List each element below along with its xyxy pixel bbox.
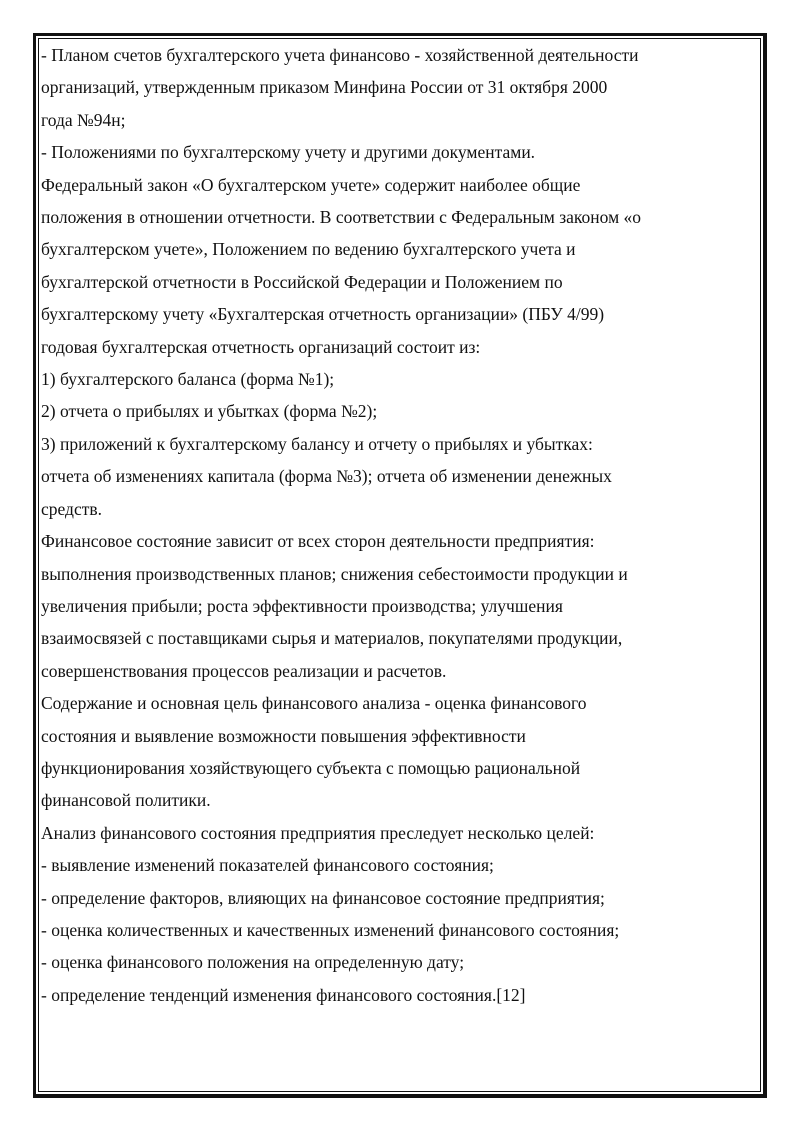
text-line: Анализ финансового состояния предприятия преследует несколько целей:: [41, 822, 595, 843]
text-line: увеличения прибыли; роста эффективности производства; улучшения: [41, 595, 563, 616]
text-line: состояния и выявление возможности повышения эффективности: [41, 725, 526, 746]
text-line: года №94н;: [41, 109, 126, 130]
text-line: бухгалтерском учете», Положением по ведению бухгалтерского учета и: [41, 239, 576, 260]
text-line: совершенствования процессов реализации и расчетов.: [41, 660, 447, 681]
text-line: 2) отчета о прибылях и убытках (форма №2);: [41, 401, 378, 422]
text-line: средств.: [41, 498, 103, 519]
text-line: - Планом счетов бухгалтерского учета финансово - хозяйственной деятельности: [41, 45, 639, 65]
text-line: отчета об изменениях капитала (форма №3); отчета об изменении денежных: [41, 466, 612, 487]
text-line: - оценка финансового положения на определенную дату;: [41, 952, 465, 973]
text-line: - определение факторов, влияющих на финансовое состояние предприятия;: [41, 887, 605, 908]
text-line: бухгалтерскому учету «Бухгалтерская отчетность организации» (ПБУ 4/99): [41, 304, 605, 325]
text-line: - оценка количественных и качественных изменений финансового состояния;: [41, 919, 620, 940]
text-line: бухгалтерской отчетности в Российской Федерации и Положением по: [41, 271, 563, 292]
text-line: финансовой политики.: [41, 790, 211, 811]
text-line: - выявление изменений показателей финансового состояния;: [41, 855, 494, 876]
text-line: положения в отношении отчетности. В соответствии с Федеральным законом «о: [41, 207, 642, 228]
text-line: 3) приложений к бухгалтерскому балансу и отчету о прибылях и убытках:: [41, 433, 593, 454]
text-line: взаимосвязей с поставщиками сырья и материалов, покупателями продукции,: [41, 628, 623, 649]
text-line: выполнения производственных планов; снижения себестоимости продукции и: [41, 563, 628, 584]
text-line: 1) бухгалтерского баланса (форма №1);: [41, 369, 335, 390]
text-line: функционирования хозяйствующего субъекта с помощью рациональной: [41, 757, 581, 778]
text-line: - определение тенденций изменения финансового состояния.[12]: [41, 984, 526, 1005]
document-text: [41, 39, 701, 1011]
text-line: - Положениями по бухгалтерскому учету и другими документами.: [41, 142, 536, 163]
text-line: Финансовое состояние зависит от всех сторон деятельности предприятия:: [41, 531, 595, 552]
text-line: Содержание и основная цель финансового анализа - оценка финансового: [41, 693, 587, 714]
text-line: организаций, утвержденным приказом Минфина России от 31 октября 2000: [41, 77, 608, 98]
text-line: Федеральный закон «О бухгалтерском учете» содержит наиболее общие: [41, 174, 581, 195]
text-line: годовая бухгалтерская отчетность организаций состоит из:: [41, 336, 481, 357]
